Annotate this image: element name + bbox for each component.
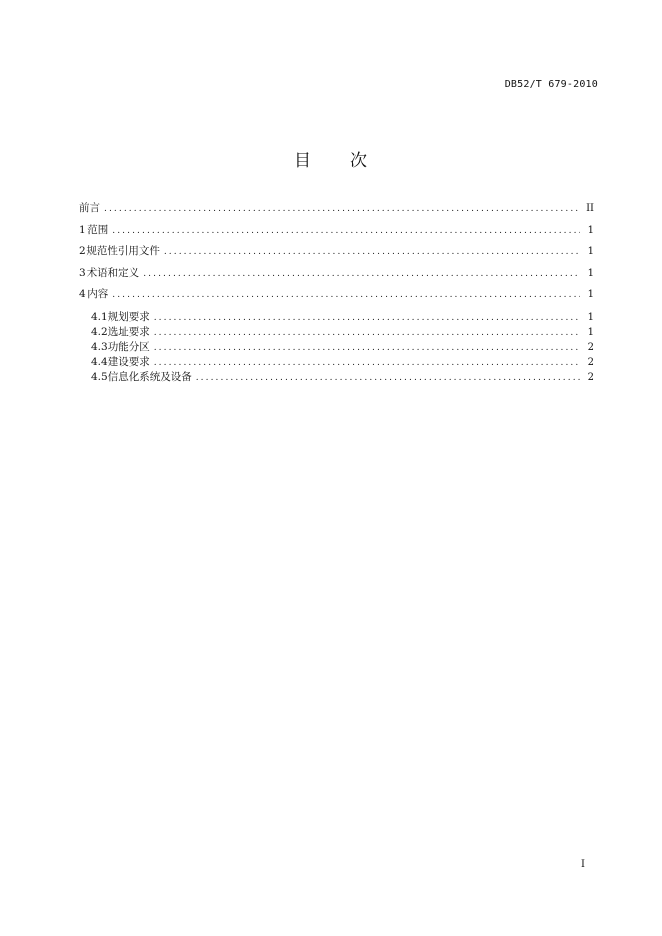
toc-entry-number: 1 [79,223,86,236]
dot-leader [143,269,580,279]
dot-leader [154,343,580,353]
toc-entry-label: 前言 [79,202,100,214]
table-of-contents [79,200,594,384]
toc-entry-content[interactable] [79,286,594,308]
toc-title-char-2: 次 [350,151,368,171]
toc-entry-label: 功能分区 [107,340,150,353]
toc-entry-number: 4.5 [91,371,108,384]
toc-entry-page: 1 [587,311,594,323]
toc-entry-page: 1 [587,289,594,300]
toc-entry-label: 内容 [87,288,109,300]
toc-entry-page: 1 [587,267,594,279]
toc-entry-page: 2 [587,372,594,384]
toc-entry-page: 1 [587,326,594,338]
toc-entry-label: 规划要求 [107,310,150,323]
toc-entry-label: 术语和定义 [86,266,140,279]
toc-entry-label: 规范性引用文件 [86,245,160,257]
page-number: I [581,859,585,870]
toc-entry-information-systems[interactable] [79,369,594,384]
toc-title-char-1: 目 [294,151,312,171]
dot-leader [154,328,580,338]
toc-title [0,146,662,171]
toc-entry-page: 2 [587,341,594,353]
dot-leader [154,358,580,368]
toc-entry-page: 2 [587,357,594,369]
toc-entry-number: 4 [79,288,86,300]
dot-leader [164,247,580,257]
toc-entry-terms-definitions[interactable] [79,265,594,287]
toc-entry-scope[interactable] [79,222,594,244]
toc-entry-label: 范围 [87,223,109,236]
toc-entry-label: 选址要求 [107,325,150,338]
toc-entry-label: 信息化系统及设备 [107,371,192,384]
toc-entry-number: 4.3 [91,340,108,353]
dot-leader [112,290,580,300]
document-code: DB52/T 679-2010 [504,79,598,90]
toc-entry-construction-requirements[interactable] [79,354,594,369]
dot-leader [154,313,580,323]
toc-entry-page: 1 [587,224,594,236]
toc-entry-number: 2 [79,245,86,257]
toc-entry-normative-references[interactable] [79,243,594,265]
toc-entry-page: II [586,203,594,214]
toc-entry-planning-requirements[interactable] [79,309,594,324]
toc-entry-site-selection[interactable] [79,324,594,339]
dot-leader [196,373,580,383]
toc-entry-number: 4.2 [91,325,108,338]
toc-entry-page: 1 [587,246,594,257]
toc-entry-number: 4.1 [91,310,108,323]
toc-entry-foreword[interactable] [79,200,594,222]
toc-entry-label: 建设要求 [107,356,150,369]
toc-entry-number: 3 [79,266,86,279]
dot-leader [104,204,580,214]
toc-entry-number: 4.4 [91,356,108,369]
dot-leader [112,226,580,236]
toc-entry-functional-zoning[interactable] [79,339,594,354]
